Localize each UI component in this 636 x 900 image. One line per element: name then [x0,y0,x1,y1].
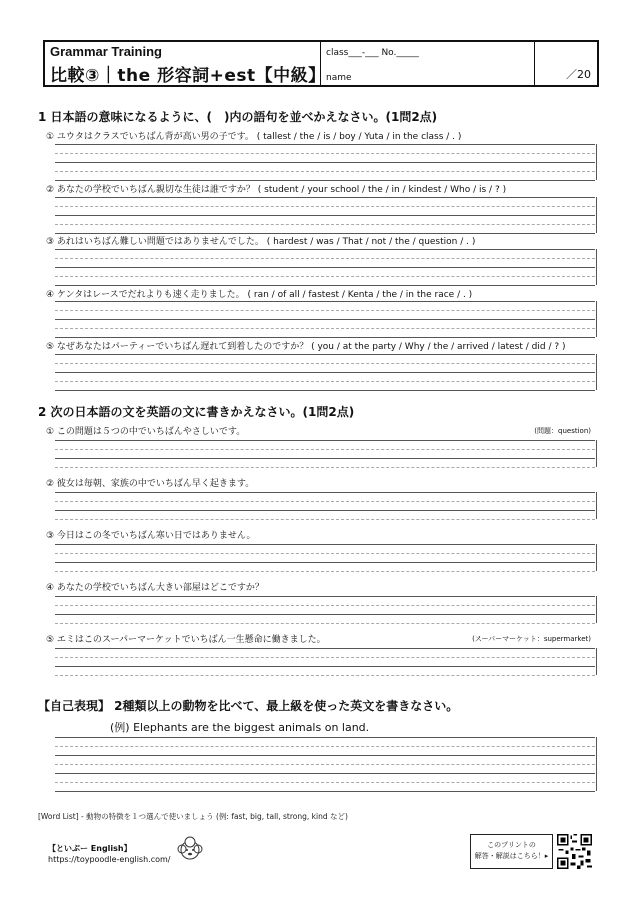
student-info-cell [321,42,535,85]
s2-question-1: ① この問題は５つの中でいちばんやさしいです。 [46,427,246,437]
worksheet-title: Grammar Training [50,44,162,59]
name-field[interactable]: name [326,73,352,83]
section2-title: 2 次の日本語の文を英語の文に書きかえなさい。(1問2点) [38,405,355,419]
s1-question-5: ⑤ なぜあなたはパーティーでいちばん遅れて到着したのですか？ ( you / at the party / Why / the / arrived / latest / did / ? ) [46,342,566,352]
header-box [43,40,599,87]
s1-question-1: ① ユウタはクラスでいちばん背が高い男の子です。 ( tallest / the / is / boy / Yuta / in the class / . ) [46,132,462,142]
s2-question-5: ⑤ エミはこのスーパーマーケットでいちばん一生懸命に働きました。 [46,635,326,645]
self-expression-title: 【自己表現】 2種類以上の動物を比べて、最上級を使った英文を書きなさい。 [38,699,459,713]
s2-question-4: ④ あなたの学校でいちばん大きい部屋はどこですか？ [46,583,264,593]
poodle-icon [176,835,204,863]
class-field[interactable]: class___-___ No._____ [326,48,419,58]
s2-hint-5: (スーパーマーケット：supermarket) [472,635,591,643]
qr-code-icon[interactable] [557,834,592,869]
section1-title: 1 日本語の意味になるように、( )内の語句を並べかえなさい。(1問2点) [38,110,438,124]
word-list: [Word List] - 動物の特徴を１つ選んで使いましょう (例: fast, big, tall, strong, kind など) [38,812,348,821]
brand-logo: 【といぷー English】 [48,844,132,853]
answer-text-line2: 解答・解説はこちら！▸ [474,852,549,860]
answer-link-box[interactable] [470,834,553,869]
score-cell [535,42,597,85]
title-cell [45,42,326,86]
worksheet-subtitle: 比較③｜the 形容詞+est【中級】 [50,66,326,86]
s2-question-3: ③ 今日はこの冬でいちばん寒い日ではありません。 [46,531,256,541]
score-label: ／20 [566,68,591,81]
answer-text-line1: このプリントの [487,841,536,849]
s1-question-3: ③ あれはいちばん難しい問題ではありませんでした。 ( hardest / was / That / not / the / question / . ) [46,237,476,247]
s1-question-2: ② あなたの学校でいちばん親切な生徒は誰ですか？ ( student / your school / the / in / kindest / Who / is / ? ) [46,185,507,195]
s2-hint-1: (問題：question) [534,427,591,435]
self-expression-example: (例) Elephants are the biggest animals on land. [110,721,370,734]
s2-question-2: ② 彼女は毎朝、家族の中でいちばん早く起きます。 [46,479,255,489]
site-url[interactable]: https://toypoodle-english.com/ [48,855,171,864]
s1-question-4: ④ ケンタはレースでだれよりも速く走りました。 ( ran / of all / fastest / Kenta / the / in the race / . ) [46,290,473,300]
